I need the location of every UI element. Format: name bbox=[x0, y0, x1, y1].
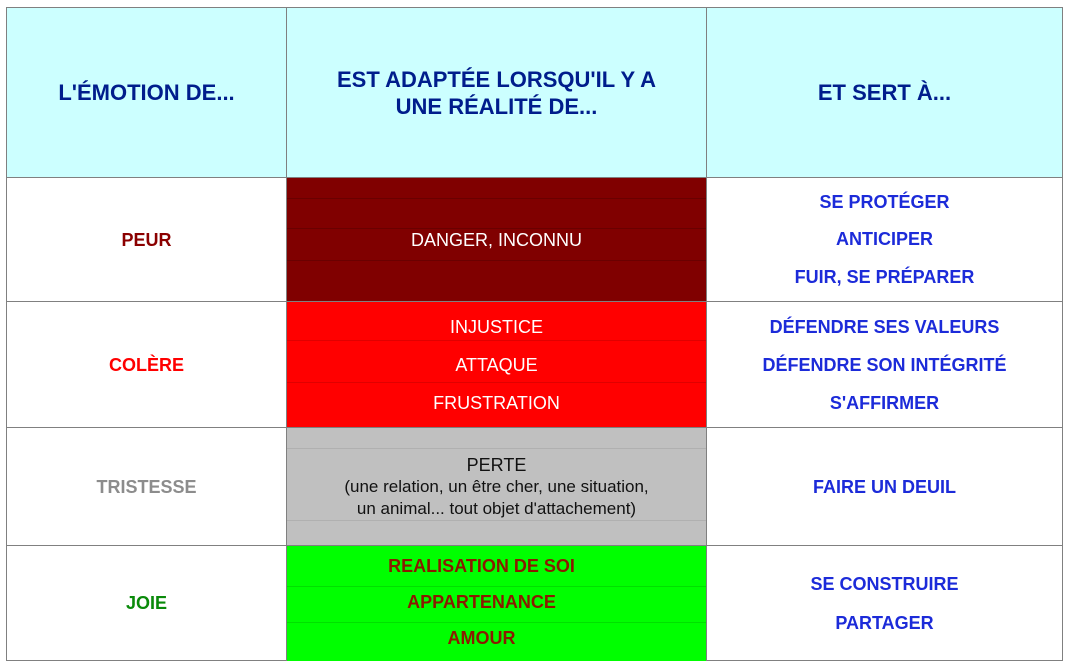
emotion-label: COLÈRE bbox=[108, 354, 184, 375]
emotion-cell bbox=[7, 178, 287, 302]
reality-text: APPARTENANCE bbox=[407, 591, 556, 612]
header-purpose bbox=[707, 8, 1062, 177]
purpose-item: DÉFENDRE SES VALEURS bbox=[769, 316, 1000, 337]
header-emotion-label: L'ÉMOTION DE... bbox=[58, 80, 235, 105]
header-purpose-label: ET SERT À... bbox=[817, 80, 952, 105]
reality-text: PERTE bbox=[466, 455, 527, 475]
purpose-item: FAIRE UN DEUIL bbox=[812, 476, 956, 497]
purpose-item: SE CONSTRUIRE bbox=[810, 573, 959, 594]
emotions-table bbox=[6, 7, 1063, 661]
table-row-colere bbox=[7, 301, 1062, 428]
header-reality-line2: UNE RÉALITÉ DE... bbox=[395, 93, 598, 119]
reality-detail: (une relation, un être cher, une situation, bbox=[344, 477, 649, 496]
reality-detail: un animal... tout objet d'attachement) bbox=[356, 499, 637, 518]
reality-cell bbox=[287, 178, 707, 302]
reality-cell bbox=[287, 546, 707, 661]
purpose-item: ANTICIPER bbox=[835, 229, 933, 250]
purpose-item: SE PROTÉGER bbox=[819, 192, 950, 213]
header-reality bbox=[287, 8, 707, 177]
reality-text: AMOUR bbox=[447, 628, 516, 649]
purpose-item: FUIR, SE PRÉPARER bbox=[794, 266, 975, 287]
purpose-cell bbox=[707, 428, 1062, 546]
header-emotion bbox=[7, 8, 287, 177]
reality-text: ATTAQUE bbox=[455, 354, 538, 375]
emotion-label: PEUR bbox=[121, 229, 172, 250]
table-row-joie bbox=[7, 545, 1062, 661]
emotion-cell bbox=[7, 302, 287, 428]
purpose-cell bbox=[707, 546, 1062, 661]
table-row-tristesse bbox=[7, 427, 1062, 546]
reality-text: REALISATION DE SOI bbox=[388, 555, 575, 576]
purpose-cell bbox=[707, 302, 1062, 428]
emotion-cell bbox=[7, 546, 287, 661]
reality-text: DANGER, INCONNU bbox=[410, 229, 582, 250]
reality-cell bbox=[287, 428, 707, 546]
reality-cell bbox=[287, 302, 707, 428]
purpose-cell bbox=[707, 178, 1062, 302]
emotion-label: TRISTESSE bbox=[96, 476, 197, 497]
table-row-peur bbox=[7, 177, 1062, 302]
reality-text: INJUSTICE bbox=[449, 316, 543, 337]
header-row bbox=[7, 8, 1062, 177]
emotion-cell bbox=[7, 428, 287, 546]
header-reality-line1: EST ADAPTÉE LORSQU'IL Y A bbox=[337, 66, 656, 92]
purpose-item: S'AFFIRMER bbox=[829, 392, 940, 413]
emotion-label: JOIE bbox=[125, 593, 168, 613]
reality-text: FRUSTRATION bbox=[433, 392, 560, 413]
purpose-item: PARTAGER bbox=[835, 612, 934, 633]
purpose-item: DÉFENDRE SON INTÉGRITÉ bbox=[762, 354, 1007, 375]
